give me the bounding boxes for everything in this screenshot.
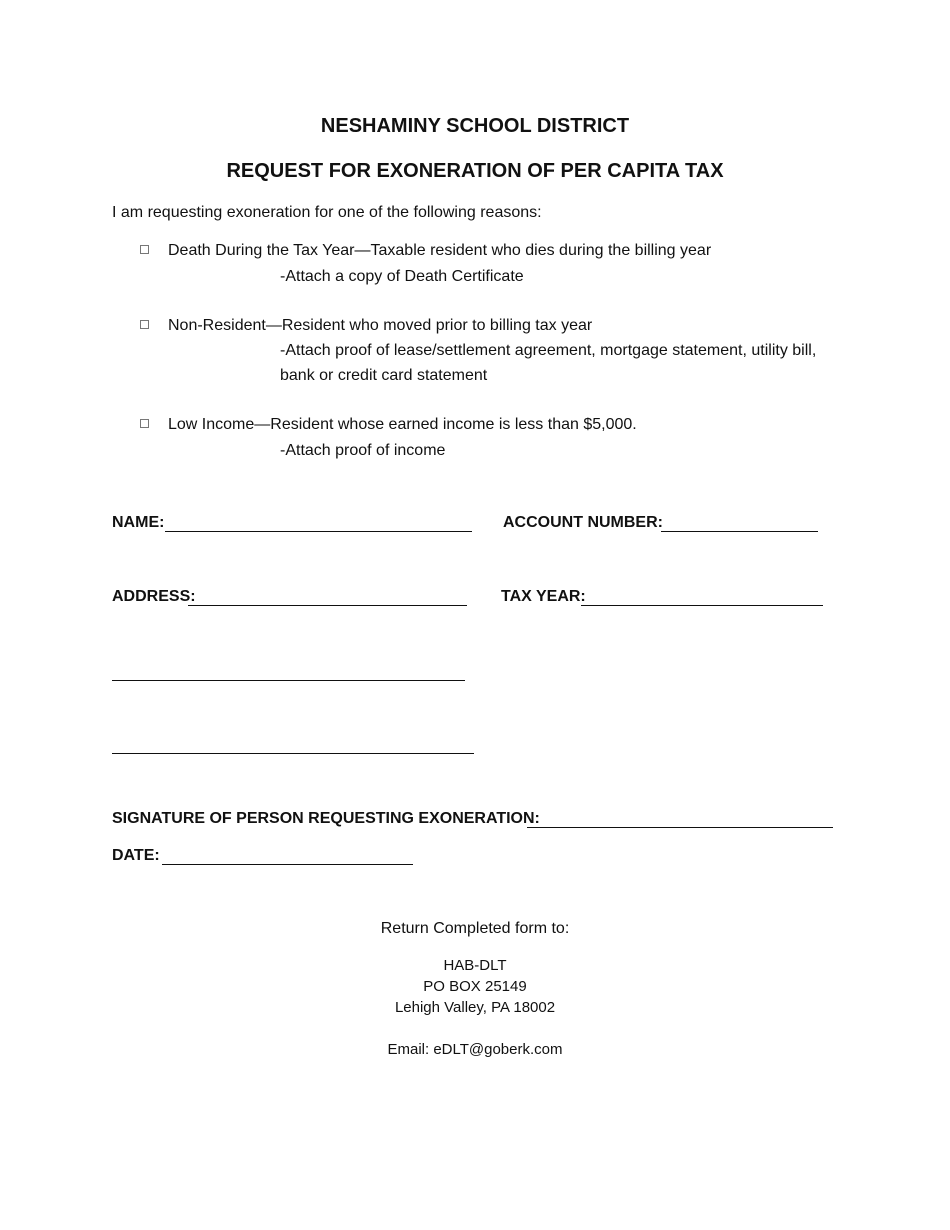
return-heading: Return Completed form to: (380, 920, 570, 937)
checkbox-death[interactable] (140, 245, 149, 254)
name-field[interactable] (165, 531, 472, 532)
reason-label: Low Income—Resident whose earned income is less than $5,000. (168, 416, 637, 433)
reason-label: Death During the Tax Year—Taxable resident who dies during the billing year (168, 242, 712, 259)
tax-year-field[interactable] (581, 605, 823, 606)
return-po-box: PO BOX 25149 (423, 978, 527, 995)
tax-year-label: TAX YEAR: (501, 588, 586, 605)
attachment-note: -Attach proof of income (280, 442, 446, 459)
date-label: DATE: (112, 847, 160, 864)
date-field[interactable] (162, 864, 413, 865)
checkbox-non-resident[interactable] (140, 320, 149, 329)
signature-label: SIGNATURE OF PERSON REQUESTING EXONERATION: (112, 810, 540, 827)
address-line-3[interactable] (112, 753, 474, 754)
address-label: ADDRESS: (112, 588, 196, 605)
district-title: NESHAMINY SCHOOL DISTRICT (320, 115, 630, 137)
return-email[interactable]: Email: eDLT@goberk.com (387, 1041, 563, 1058)
account-number-label: ACCOUNT NUMBER: (503, 514, 663, 531)
attachment-note: -Attach proof of lease/settlement agreement, mortgage statement, utility bill, bank or credit card statement (280, 342, 817, 384)
reason-label: Non-Resident—Resident who moved prior to billing tax year (168, 317, 593, 334)
return-name: HAB-DLT (443, 957, 507, 974)
form-title: REQUEST FOR EXONERATION OF PER CAPITA TAX (226, 160, 724, 182)
name-label: NAME: (112, 514, 165, 531)
attachment-note: -Attach a copy of Death Certificate (280, 268, 524, 285)
address-field[interactable] (188, 605, 467, 606)
account-number-field[interactable] (661, 531, 818, 532)
return-city: Lehigh Valley, PA 18002 (394, 999, 556, 1016)
address-line-2[interactable] (112, 680, 465, 681)
signature-field[interactable] (527, 827, 833, 828)
intro-text: I am requesting exoneration for one of the following reasons: (112, 204, 542, 221)
checkbox-low-income[interactable] (140, 419, 149, 428)
